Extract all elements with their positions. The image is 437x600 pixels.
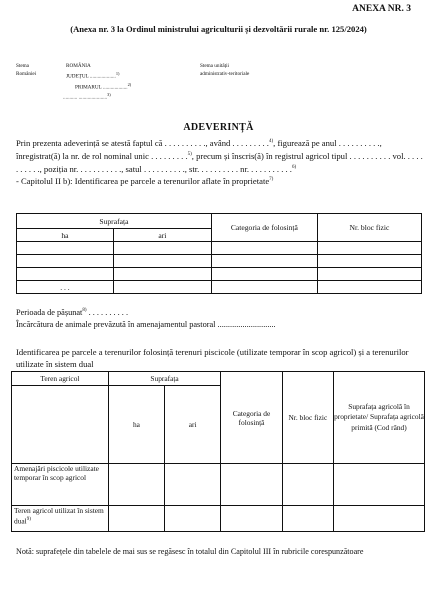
annex-subtitle: (Anexa nr. 3 la Ordinul ministrului agriculturii și dezvoltării rurale nr. 125/2024) [70, 24, 367, 34]
parcels-table [16, 213, 422, 294]
stamp-judetul: JUDEȚUL ....................$^{1)}$ [66, 71, 120, 80]
table-row [12, 464, 425, 506]
header-categorie: Categoria de folosință [221, 372, 282, 464]
row-teren-dual: Teren agricol utilizat în sistem dual$^{9)}$ [12, 506, 109, 532]
dual-table [11, 371, 425, 532]
annex-number: ANEXA NR. 3 [352, 4, 411, 14]
row-amenajari-piscicole: Amenajări piscicole utilizate temporar în scop agricol [12, 464, 109, 506]
stamp-authority [63, 62, 131, 102]
stamp-dots: ........... ......................$^{3)}$ [63, 92, 111, 102]
adeverinta-body: Prin prezenta adeverință se atestă faptul că . . . . . . . . . ., având . . . . . . . . .$^{4)}$, figurează pe anul . . . . . . . . . ., înregistrat(ă) la nr. de rol nominal unic . . . . . . . . .$^{5)}$, precum și înscris(ă) în registrul agricol tipul . . . . . . . . . . vol. . . . . . . . . . ., poziția nr. . . . . . . . . . ., satul . . . . . . . . . ., str. . . . . . . . . . nr. . . . . . . . . . .$^{6)}$ - Capitolul II b): Identificarea pe parcele a terenurilor aflate în proprietate$^{7)}$ [16, 138, 423, 187]
header-ari: ari [165, 386, 221, 464]
stema-unitatii: Stema unității administrativ-teritoriale [200, 63, 250, 77]
footer-note: Notă: suprafețele din tabelele de mai sus se regăsesc în totalul din Capitolul III în rubricile corespunzătoare [16, 547, 364, 556]
dual-intro: Identificarea pe parcele a terenurilor folosință terenuri piscicole (utilizate temporar în scop agricol) și a terenurilor utilizate în sistem dual [16, 347, 409, 370]
table-row [17, 281, 422, 294]
ellipsis-cell: . . . [17, 281, 114, 294]
header-bloc-fizic: Nr. bloc fizic [317, 214, 421, 242]
header-ari: ari [113, 229, 211, 242]
table-row [12, 506, 425, 532]
header-categorie: Categoria de folosință [211, 214, 317, 242]
header-suprafata: Suprafața [108, 372, 220, 386]
incarcatura-animale: Încărcătura de animale prevăzută în amenajamentul pastoral ............................ [16, 320, 276, 329]
header-teren-agricol: Teren agricol [12, 372, 109, 386]
header-bloc-fizic: Nr. bloc fizic [282, 372, 333, 464]
header-suprafata: Suprafața [17, 214, 212, 229]
header-ha: ha [108, 386, 164, 464]
header-suprafata-agricola: Suprafața agricolă în proprietate/ Suprafața agricolă primită (Cod rând) [334, 372, 425, 464]
document-title: ADEVERINȚĂ [183, 122, 254, 133]
stamp-primarul: PRIMARUL ...................$^{2)}$ [75, 81, 132, 91]
header-ha: ha [17, 229, 114, 242]
table-row [17, 268, 422, 281]
table-row [17, 242, 422, 255]
stema-romaniei: Stema României [16, 63, 37, 77]
perioada-pasunat: Perioada de pășunat$^{8)}$ . . . . . . . . . . [16, 308, 129, 317]
table-row [17, 255, 422, 268]
stamp-romania: ROMÂNIA [66, 63, 91, 69]
